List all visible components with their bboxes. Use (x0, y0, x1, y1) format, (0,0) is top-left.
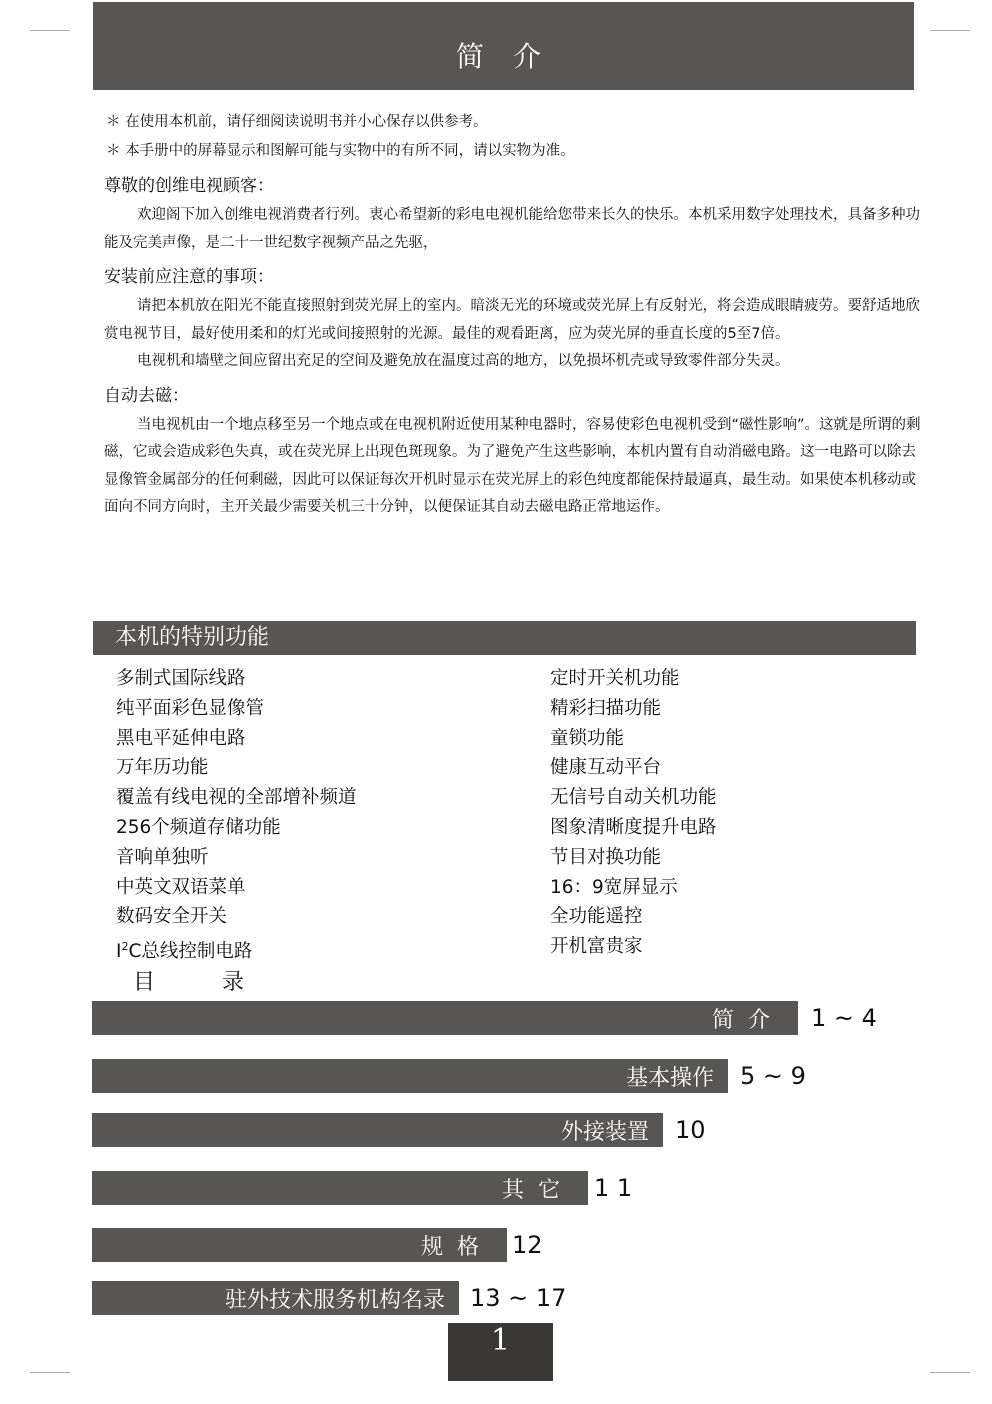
feature-item: 256个频道存储功能 (116, 816, 281, 838)
feature-item: 节目对换功能 (550, 846, 662, 868)
i2c-rest: C总线控制电路 (128, 941, 253, 963)
feature-item-i2c (116, 932, 357, 962)
toc-entry-intro[interactable] (92, 1001, 798, 1035)
feature-item: 多制式国际线路 (116, 668, 246, 689)
toc-entry-external-devices[interactable] (92, 1113, 663, 1147)
toc-entry-other[interactable] (92, 1171, 588, 1205)
i2c-prefix: I (116, 941, 122, 963)
features-title: 本机的特别功能 (115, 625, 270, 650)
toc-entry-pages: 10 (675, 1116, 706, 1144)
features-title-bar (93, 621, 916, 655)
feature-item: 图象清晰度提升电路 (550, 816, 717, 838)
feature-item: 纯平面彩色显像管 (116, 697, 265, 719)
toc-entry-pages: 12 (512, 1231, 543, 1259)
feature-item: 万年历功能 (116, 757, 209, 779)
feature-item: 数码安全开关 (116, 906, 228, 928)
crop-mark (930, 30, 970, 31)
toc-entry-service-directory[interactable] (92, 1281, 459, 1315)
toc-entry-pages: 13 ~ 17 (470, 1284, 567, 1312)
feature-item: 黑电平延伸电路 (116, 727, 246, 749)
features-right-column (550, 664, 717, 962)
i2c-superscript: 2 (121, 940, 129, 954)
crop-mark (30, 30, 70, 31)
toc-entry-label: 其它 (501, 1177, 574, 1203)
toc-entry-pages: 1 ~ 4 (811, 1004, 877, 1032)
feature-item: 中英文双语菜单 (116, 876, 246, 898)
feature-item: 覆盖有线电视的全部增补频道 (116, 787, 357, 809)
page-number: 1 (448, 1323, 553, 1381)
feature-item: 健康互动平台 (550, 757, 662, 779)
toc-entry-label: 外接装置 (560, 1119, 649, 1145)
toc-entry-basic-operation[interactable] (92, 1059, 728, 1093)
feature-item: 音响单独听 (116, 846, 209, 868)
degauss-heading: 自动去磁： (104, 385, 189, 406)
toc-entry-label: 规格 (420, 1234, 493, 1260)
toc-entry-pages: 1 1 (594, 1174, 633, 1202)
crop-mark (30, 1372, 70, 1373)
note-2: ＊ 本手册中的屏幕显示和图解可能与实物中的有所不同，请以实物为准。 (106, 143, 575, 159)
welcome-paragraph: 欢迎阁下加入创维电视消费者行列。衷心希望新的彩电电视机能给您带来长久的快乐。本机采用数字处理技术，具备多种功能及完美声像，是二十一世纪数字视频产品之先驱， (104, 207, 920, 251)
feature-item: 全功能遥控 (550, 906, 643, 928)
toc-entry-specs[interactable] (92, 1228, 507, 1262)
toc-entry-label: 简介 (711, 1007, 784, 1033)
feature-item: 童锁功能 (550, 727, 625, 749)
feature-item: 无信号自动关机功能 (550, 787, 717, 809)
crop-mark (930, 1372, 970, 1373)
install-paragraph-2: 电视机和墙壁之间应留出充足的空间及避免放在温度过高的地方，以免损坏机壳或导致零件部分失灵。 (137, 353, 790, 369)
intro-section (104, 108, 924, 522)
toc-entry-label: 基本操作 (625, 1065, 714, 1091)
install-paragraph-1: 请把本机放在阳光不能直接照射到荧光屏上的室内。暗淡无光的环境或荧光屏上有反射光，将会造成眼睛疲劳。要舒适地欣赏电视节目，最好使用柔和的灯光或间接照射的光源。最佳的观看距离，应为荧光屏的垂直长度的5至7倍。 (104, 298, 920, 342)
toc-entry-label: 驻外技术服务机构名录 (224, 1287, 445, 1313)
degauss-paragraph: 当电视机由一个地点移至另一个地点或在电视机附近使用某种电器时，容易使彩色电视机受到“磁性影响”。这就是所谓的剩磁，它或会造成彩色失真，或在荧光屏上出现色斑现象。为了避免产生这些影响，本机内置有自动消磁电路。这一电路可以除去显像管金属部分的任何剩磁，因此可以保证每次开机时显示在荧光屏上的彩色纯度都能保持最逼真，最生动。如果使本机移动或面向不同方向时，主开关最少需要关机三十分钟，以便保证其自动去磁电路正常地运作。 (104, 416, 921, 515)
feature-item: 开机富贵家 (550, 936, 643, 958)
features-left-column (116, 664, 357, 962)
install-heading: 安装前应注意的事项： (104, 267, 274, 287)
feature-item: 16：9宽屏显示 (550, 876, 678, 898)
feature-item: 定时开关机功能 (550, 668, 680, 689)
note-1: ＊ 在使用本机前，请仔细阅读说明书并小心保存以供参考。 (106, 114, 488, 130)
greeting-heading: 尊敬的创维电视顾客： (104, 176, 274, 196)
page-header (93, 2, 914, 90)
toc-title: 目 录 (133, 970, 274, 995)
feature-item: 精彩扫描功能 (550, 697, 662, 719)
toc-entry-pages: 5 ~ 9 (740, 1062, 806, 1090)
page-title: 简 介 (456, 40, 551, 73)
